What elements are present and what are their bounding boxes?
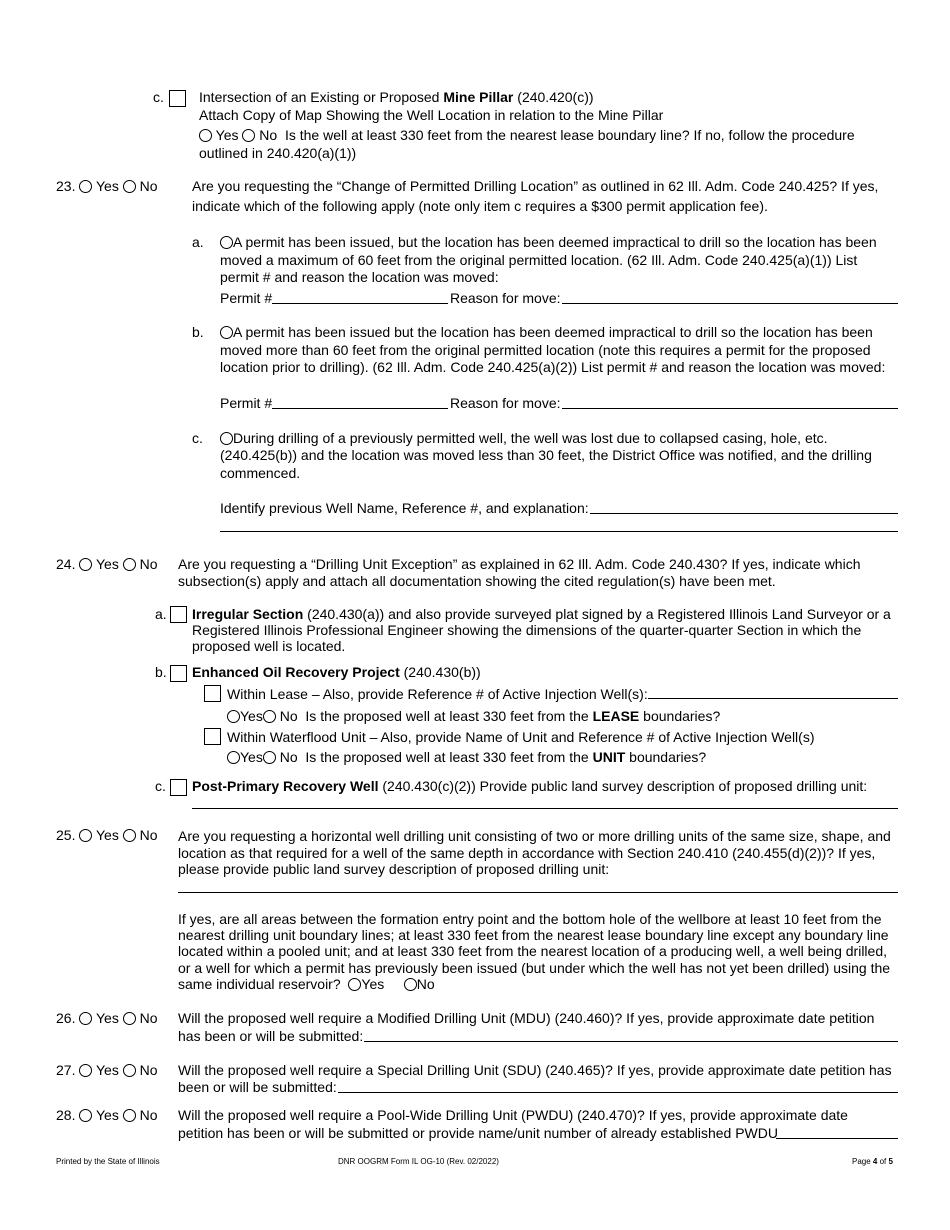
q25-para-line5: same individual reservoir? Yes No [178, 976, 435, 992]
q23c-identify-label: Identify previous Well Name, Reference #, and explanation: [220, 500, 589, 516]
footer-printed-by: Printed by the State of Illinois [56, 1157, 160, 1166]
q23b-line3: location prior to drilling). (62 Ill. Adm. Code 240.425(a)(2)) List permit # and reason the location was moved: [220, 359, 886, 375]
q24b-lease-no-radio[interactable] [263, 710, 276, 723]
q23-header: 23. Yes No [56, 178, 158, 194]
mine-pillar-checkbox[interactable] [169, 90, 186, 107]
q23b-line2: moved more than 60 feet from the original permitted location (note this requires a permit for the proposed [220, 342, 871, 358]
mine-pillar-question-cont: outlined in 240.420(a)(1)) [199, 145, 357, 161]
q23b-line1: A permit has been issued but the location has been deemed impractical to drill so the location has been [220, 324, 873, 341]
q23b-permit-label: Permit # [220, 395, 273, 411]
q23c-identify-field-line2[interactable] [220, 531, 898, 532]
q23a-reason-label: Reason for move: [450, 290, 561, 306]
q26-line1: Will the proposed well require a Modified Drilling Unit (MDU) (240.460)? If yes, provide approximate date petition [178, 1010, 875, 1026]
q23a-letter: a. [192, 234, 204, 250]
q23a-line1: A permit has been issued, but the location has been deemed impractical to drill so the location has been [220, 234, 877, 251]
q25-line2: location as that required for a well of the same depth in accordance with Section 240.410 (240.455(d)(2))? If yes, [178, 845, 876, 861]
q25-description-field[interactable] [178, 892, 898, 893]
q28-line1: Will the proposed well require a Pool-Wide Drilling Unit (PWDU) (240.470)? If yes, provide approximate date [178, 1107, 848, 1123]
q25-para-line4: or a well for which a permit has previously been issued (but under which the well has not yet been drilled) using the [178, 960, 891, 976]
q24b-unit-question: Yes No Is the proposed well at least 330 feet from the UNIT boundaries? [227, 749, 706, 766]
q23b-radio[interactable] [220, 326, 233, 339]
q23c-line2: (240.425(b)) and the location was moved less than 30 feet, the District Office was notified, and the drilling [220, 447, 872, 463]
mine-pillar-letter: c. [153, 89, 164, 105]
q24b-lease-text: Within Lease – Also, provide Reference # of Active Injection Well(s): [227, 686, 648, 702]
q25-reservoir-no-radio[interactable] [404, 978, 417, 991]
q24-no-radio[interactable] [123, 558, 136, 571]
q24b-lease-yes-radio[interactable] [227, 710, 240, 723]
q25-para-line3: located within a pooled unit; and at least 330 feet from the nearest location of a producing well, a well being drilled, [178, 943, 887, 959]
mine-pillar-heading: Intersection of an Existing or Proposed Mine Pillar (240.420(c)) [199, 89, 594, 105]
q26-line2: has been or will be submitted: [178, 1028, 364, 1044]
mine-pillar-question: Yes No Is the well at least 330 feet from the nearest lease boundary line? If no, follow the procedure [199, 127, 855, 144]
q23c-radio[interactable] [220, 432, 233, 445]
q24a-line1: Irregular Section (240.430(a)) and also provide surveyed plat signed by a Registered Illinois Land Surveyor or a [192, 606, 891, 622]
q23c-line3: commenced. [220, 465, 301, 481]
q25-header: 25. Yes No [56, 827, 158, 843]
q24c-checkbox[interactable] [170, 779, 187, 796]
q24b-unit-yes-radio[interactable] [227, 751, 240, 764]
q28-no-radio[interactable] [123, 1109, 136, 1122]
q23c-line1: During drilling of a previously permitted well, the well was lost due to collapsed casing, hole, etc. [220, 430, 828, 447]
q23a-radio[interactable] [220, 236, 233, 249]
q24a-letter: a. [155, 606, 167, 622]
q24a-line2: Registered Illinois Professional Engineer showing the dimensions of the quarter-quarter Section in which the [192, 622, 862, 638]
q27-header: 27. Yes No [56, 1062, 158, 1078]
q26-no-radio[interactable] [123, 1012, 136, 1025]
q25-yes-radio[interactable] [79, 829, 92, 842]
q23-no-radio[interactable] [123, 180, 136, 193]
q23-yes-radio[interactable] [79, 180, 92, 193]
q24b-letter: b. [155, 664, 167, 680]
q28-header: 28. Yes No [56, 1107, 158, 1123]
q25-no-radio[interactable] [123, 829, 136, 842]
mine-pillar-map-note: Attach Copy of Map Showing the Well Location in relation to the Mine Pillar [199, 107, 664, 123]
q23b-permit-field[interactable] [272, 408, 448, 409]
q28-line2: petition has been or will be submitted or provide name/unit number of already established PWDU [178, 1125, 778, 1141]
q28-pwdu-field[interactable] [776, 1138, 898, 1139]
q24-text-line1: Are you requesting a “Drilling Unit Exception” as explained in 62 Ill. Adm. Code 240.430? If yes, indicate which [178, 556, 861, 572]
q27-date-field[interactable] [338, 1092, 898, 1093]
q23a-permit-field[interactable] [272, 303, 448, 304]
q27-no-radio[interactable] [123, 1064, 136, 1077]
q23a-line2: moved a maximum of 60 feet from the original permitted location. (62 Ill. Adm. Code 240.425(a)(1)) List [220, 252, 858, 268]
q28-yes-radio[interactable] [79, 1109, 92, 1122]
q24b-unit-text: Within Waterflood Unit – Also, provide Name of Unit and Reference # of Active Injection Well(s) [227, 729, 815, 745]
q24b-heading: Enhanced Oil Recovery Project (240.430(b)) [192, 664, 481, 680]
q24b-unit-no-radio[interactable] [263, 751, 276, 764]
q23a-permit-label: Permit # [220, 290, 273, 306]
q23b-reason-field[interactable] [562, 408, 898, 409]
q24a-line3: proposed well is located. [192, 638, 346, 654]
q24c-description-field[interactable] [192, 808, 898, 809]
q23b-reason-label: Reason for move: [450, 395, 561, 411]
q25-reservoir-yes-radio[interactable] [348, 978, 361, 991]
q24b-lease-field[interactable] [648, 698, 898, 699]
q26-date-field[interactable] [364, 1041, 898, 1042]
q23c-letter: c. [192, 430, 203, 446]
q27-yes-radio[interactable] [79, 1064, 92, 1077]
q24-text-line2: subsection(s) apply and attach all documentation showing the cited regulation(s) have been met. [178, 573, 776, 589]
q25-para-line2: nearest drilling unit boundary lines; at least 330 feet from the nearest lease boundary line except any boundary line [178, 927, 889, 943]
q24b-unit-checkbox[interactable] [204, 728, 221, 745]
q24c-letter: c. [155, 778, 166, 794]
q24b-lease-checkbox[interactable] [204, 685, 221, 702]
q23c-identify-field[interactable] [590, 513, 898, 514]
q23a-reason-field[interactable] [562, 303, 898, 304]
q27-line2: been or will be submitted: [178, 1079, 337, 1095]
q23a-line3: permit # and reason the location was moved: [220, 269, 499, 285]
q23b-letter: b. [192, 324, 204, 340]
q26-header: 26. Yes No [56, 1010, 158, 1026]
mine-pillar-yes-radio[interactable] [199, 129, 212, 142]
q25-line1: Are you requesting a horizontal well drilling unit consisting of two or more drilling units of the same size, shape, and [178, 828, 891, 844]
q24-yes-radio[interactable] [79, 558, 92, 571]
q25-line3: please provide public land survey description of proposed drilling unit: [178, 861, 610, 877]
q23-text-line2: indicate which of the following apply (note only item c requires a $300 permit application fee). [192, 198, 768, 214]
footer-page-number: Page 4 of 5 [852, 1157, 893, 1166]
q24-header: 24. Yes No [56, 556, 158, 572]
mine-pillar-no-radio[interactable] [242, 129, 255, 142]
q27-line1: Will the proposed well require a Special Drilling Unit (SDU) (240.465)? If yes, provide approximate date petition has [178, 1062, 892, 1078]
q24b-lease-question: Yes No Is the proposed well at least 330 feet from the LEASE boundaries? [227, 708, 720, 725]
q26-yes-radio[interactable] [79, 1012, 92, 1025]
q23-text-line1: Are you requesting the “Change of Permitted Drilling Location” as outlined in 62 Ill. Adm. Code 240.425? If yes, [192, 178, 879, 194]
footer-form-id: DNR OOGRM Form IL OG-10 (Rev. 02/2022) [338, 1157, 499, 1166]
q24a-checkbox[interactable] [170, 606, 187, 623]
q24c-line: Post-Primary Recovery Well (240.430(c)(2)) Provide public land survey description of proposed drilling unit: [192, 778, 868, 794]
q24b-checkbox[interactable] [170, 665, 187, 682]
q25-para-line1: If yes, are all areas between the formation entry point and the bottom hole of the wellbore at least 10 feet from the [178, 911, 882, 927]
